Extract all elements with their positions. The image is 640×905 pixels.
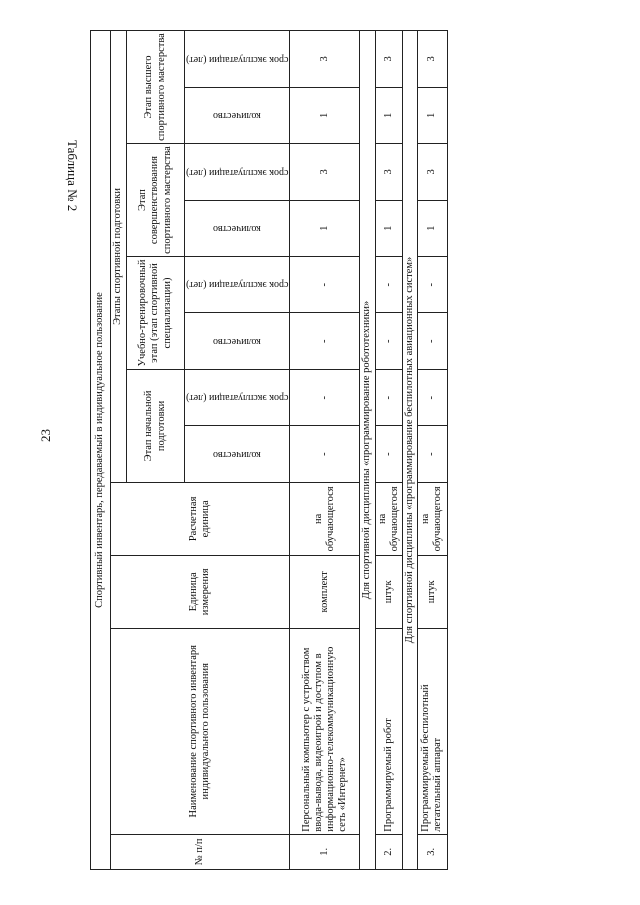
qty-header: количество xyxy=(185,87,290,143)
row-value: - xyxy=(417,313,447,369)
table-caption: Таблица № 2 xyxy=(65,140,80,212)
row-calc: на обучающегося xyxy=(375,482,402,555)
row-value: - xyxy=(290,426,360,482)
row-value: - xyxy=(375,369,402,425)
row-num: 2. xyxy=(375,834,402,869)
col-name-header: Наименование спортивного инвентаря индивидуального пользования xyxy=(111,628,290,834)
row-value: 1 xyxy=(375,200,402,256)
row-value: - xyxy=(290,369,360,425)
row-num: 1. xyxy=(290,834,360,869)
row-value: - xyxy=(375,257,402,313)
row-value: 1 xyxy=(417,200,447,256)
row-value: 1 xyxy=(417,87,447,143)
stage-4-header: Этап высшего спортивного мастерства xyxy=(127,31,185,144)
row-name: Персональный компьютер с устройством ввода-вывода, видеоигрой и доступом в информационно-телекоммуникационную сеть «Интернет» xyxy=(290,628,360,834)
rotated-table-container xyxy=(90,30,444,870)
page-number: 23 xyxy=(38,429,53,442)
term-header: срок эксплуатации (лет) xyxy=(185,369,290,425)
row-value: 3 xyxy=(417,31,447,88)
table-row xyxy=(290,31,360,870)
term-header: срок эксплуатации (лет) xyxy=(185,144,290,200)
row-value: 3 xyxy=(375,31,402,88)
stage-1-header: Этап начальной подготовки xyxy=(127,369,185,482)
qty-header: количество xyxy=(185,200,290,256)
row-name: Программируемый робот xyxy=(375,628,402,834)
section-title: Для спортивной дисциплины «программирование беспилотных авиационных систем» xyxy=(402,31,417,870)
table-row xyxy=(375,31,402,870)
row-name: Программируемый беспилотный летательный аппарат xyxy=(417,628,447,834)
row-value: - xyxy=(290,313,360,369)
table-row xyxy=(417,31,447,870)
row-calc: на обучающегося xyxy=(290,482,360,555)
row-unit: штук xyxy=(375,555,402,628)
qty-header: количество xyxy=(185,313,290,369)
stage-2-header: Учебно-тренировочный этап (этап спортивной специализации) xyxy=(127,257,185,370)
col-calc-header: Расчетная единица xyxy=(111,482,290,555)
row-num: 3. xyxy=(417,834,447,869)
col-unit-header: Единица измерения xyxy=(111,555,290,628)
equipment-table xyxy=(90,30,448,870)
row-value: - xyxy=(417,426,447,482)
row-value: 3 xyxy=(290,144,360,200)
stage-3-header: Этап совершенствования спортивного мастерства xyxy=(127,144,185,257)
col-num-header: № п/п xyxy=(111,834,290,869)
row-value: 3 xyxy=(417,144,447,200)
row-calc: на обучающегося xyxy=(417,482,447,555)
row-value: - xyxy=(417,369,447,425)
row-value: 3 xyxy=(375,144,402,200)
row-unit: комплект xyxy=(290,555,360,628)
row-value: - xyxy=(375,313,402,369)
row-value: 1 xyxy=(290,87,360,143)
row-value: - xyxy=(375,426,402,482)
term-header: срок эксплуатации (лет) xyxy=(185,31,290,88)
row-value: - xyxy=(417,257,447,313)
term-header: срок эксплуатации (лет) xyxy=(185,257,290,313)
stages-header: Этапы спортивной подготовки xyxy=(111,31,127,483)
table-title: Спортивный инвентарь, передаваемый в индивидуальное пользование xyxy=(91,31,111,870)
row-value: - xyxy=(290,257,360,313)
section-title: Для спортивной дисциплины «программирование робототехники» xyxy=(360,31,375,870)
row-value: 3 xyxy=(290,31,360,88)
qty-header: количество xyxy=(185,426,290,482)
row-value: 1 xyxy=(375,87,402,143)
row-unit: штук xyxy=(417,555,447,628)
row-value: 1 xyxy=(290,200,360,256)
